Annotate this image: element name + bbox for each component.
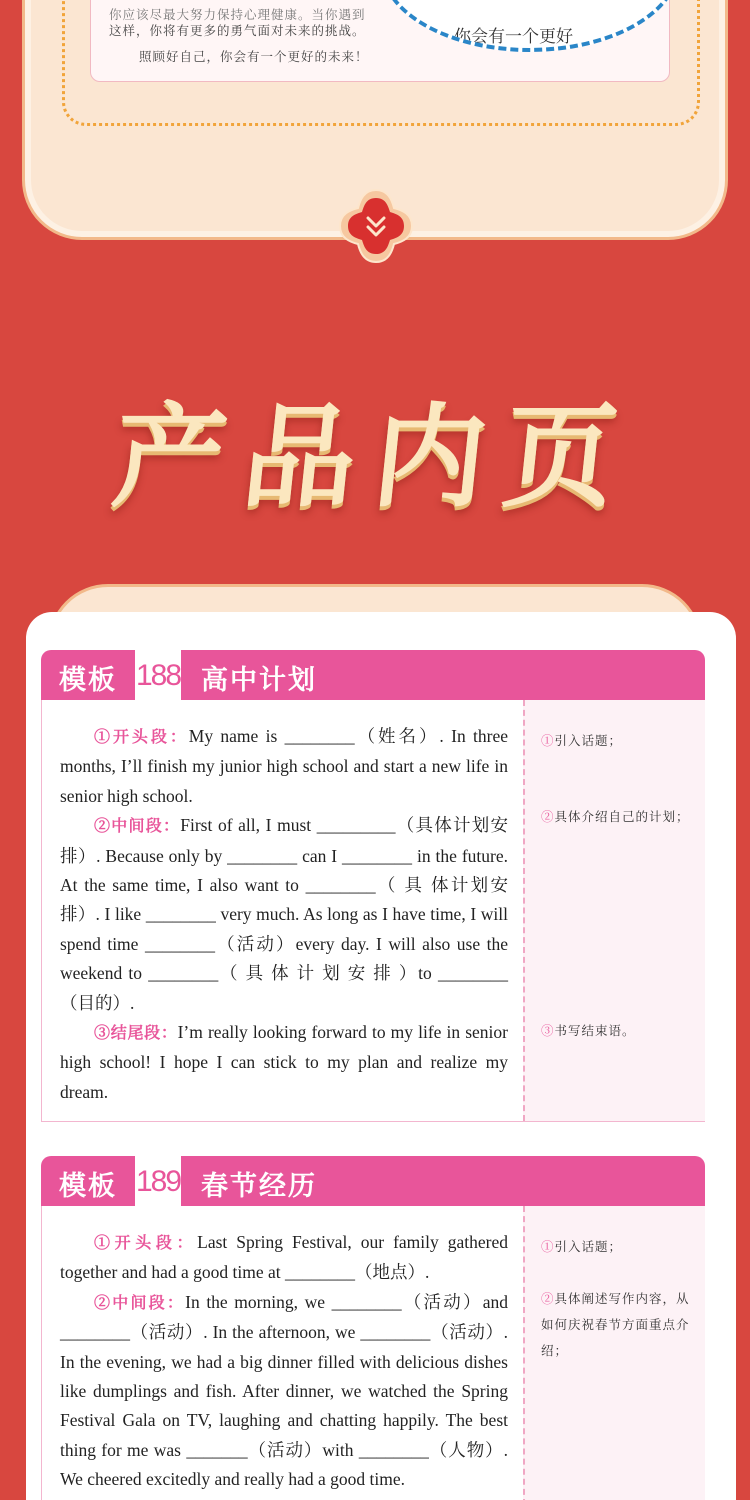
double-chevron-down-icon: [336, 186, 416, 266]
template-essay: [60, 722, 508, 1107]
essay-paragraph: [60, 722, 508, 811]
side-note-number: ①: [541, 1240, 555, 1254]
intro-note-line-1: 你应该尽最大努力保持心理健康。当你遇到: [109, 8, 366, 22]
template-label: 模板: [59, 1171, 117, 1201]
side-note: [541, 728, 691, 754]
template-side-notes: [523, 700, 705, 1121]
essay-paragraph: [60, 1288, 508, 1495]
template-body: [41, 700, 705, 1122]
paragraph-text: In the morning, we ________（活动）and ________（活动）. In the afternoon, we ________（活动）. In the evening, we had a big dinner filled with delicious dishes like dumplings and fish. After dinner, we watched the Spring Festival Gala on TV, laughing and chatting happily. The best thing for me was _______（活动）with ________（人物）. We cheered excitedly and really had a good time.: [60, 1291, 508, 1490]
side-note-number: ③: [541, 1024, 555, 1038]
essay-paragraph: [60, 1228, 508, 1288]
side-note-number: ②: [541, 1292, 555, 1306]
template-title: 春节经历: [201, 1171, 317, 1201]
template-label: 模板: [59, 665, 117, 695]
paragraph-label: ①开头段：: [94, 729, 189, 746]
template-essay: [60, 1228, 508, 1495]
paragraph-label: ③结尾段：: [94, 1025, 178, 1043]
scroll-down-button[interactable]: [336, 186, 416, 266]
intro-note-line-3: 照顾好自己，你会有一个更好的未来！: [139, 50, 369, 64]
side-note-text: 具体阐述写作内容，从如何庆祝春节方面重点介绍；: [541, 1292, 690, 1358]
side-note-text: 引入话题；: [554, 734, 623, 748]
paragraph-text: I’m really looking forward to my life in senior high school! I hope I can stick to my plan and realize my dream.: [60, 1022, 508, 1102]
template-number: 189: [133, 1156, 183, 1214]
side-note-number: ①: [541, 734, 555, 748]
template-header: [41, 650, 705, 700]
side-note: [541, 1018, 691, 1044]
intro-note-line-2: 这样，你将有更多的勇气面对未来的挑战。: [109, 24, 366, 38]
section-title: 产品内页: [107, 392, 641, 523]
side-note: [541, 1234, 691, 1260]
side-note-text: 书写结束语。: [554, 1024, 636, 1038]
template-title: 高中计划: [201, 665, 317, 695]
template-body: [41, 1206, 705, 1500]
essay-paragraph: [60, 1018, 508, 1107]
template-side-notes: [523, 1206, 705, 1500]
paragraph-label: ②中间段：: [94, 818, 181, 836]
paragraph-text: Last Spring Festival, our family gathered together and had a good time at ________（地点）.: [60, 1232, 508, 1283]
speech-bubble-text: 你会有一个更好: [454, 27, 573, 46]
side-note-text: 引入话题；: [554, 1240, 623, 1254]
essay-paragraph: [60, 811, 508, 1018]
side-note: [541, 804, 691, 830]
side-note-number: ②: [541, 810, 555, 824]
paragraph-label: ②中间段：: [94, 1294, 186, 1312]
template-header: [41, 1156, 705, 1206]
side-note: [541, 1286, 691, 1364]
paragraph-text: First of all, I must _________（具体计划安 排）. Because only by ________ can I ________ in the future. At the same time, I also want to ________（ 具 体计划安排）. I like ________ very much. As long as I have time, I will spend time ________（活动）every day. I will also use the weekend to ________（ 具 体 计 划 安 排 ）to ________（目的）.: [60, 815, 508, 1013]
paragraph-label: ①开头段：: [94, 1235, 198, 1252]
side-note-text: 具体介绍自己的计划；: [554, 810, 690, 824]
paragraph-text: My name is ________（姓名）. In three months, I’ll finish my junior high school and start a new life in senior high school.: [60, 726, 508, 806]
template-number: 188: [133, 650, 183, 708]
